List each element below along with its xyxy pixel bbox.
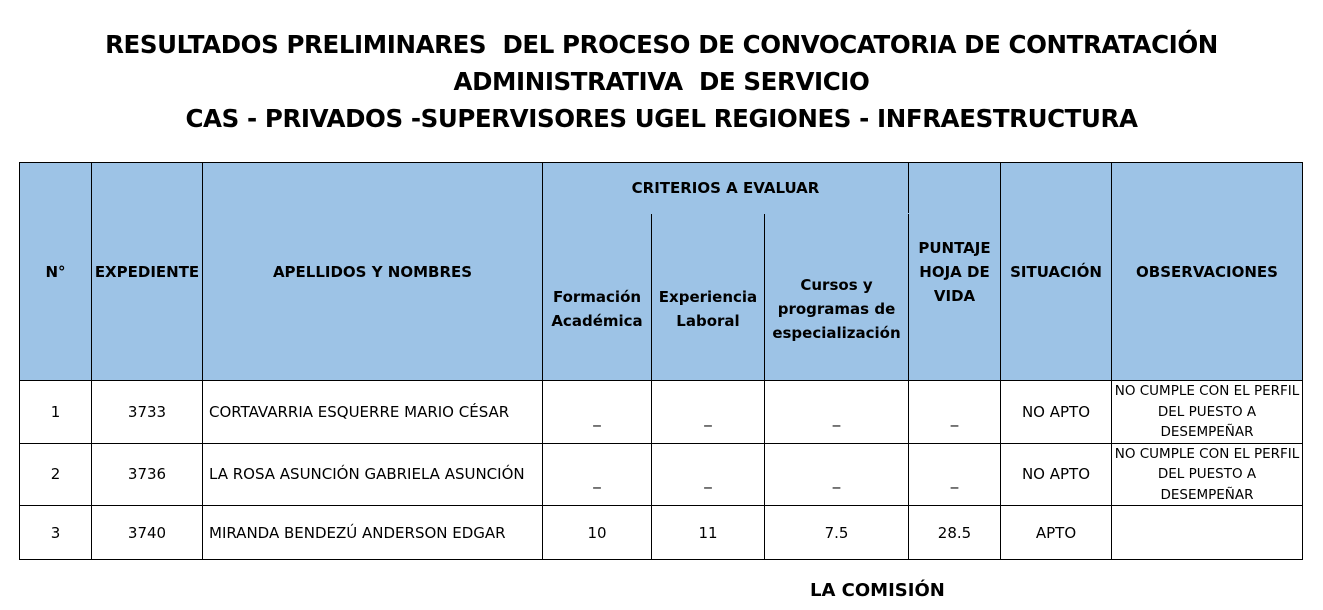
cell-formacion — [543, 381, 652, 444]
cell-experiencia-value: _ — [704, 408, 712, 427]
header-puntaje: PUNTAJE HOJA DE VIDA — [909, 163, 1001, 381]
cell-situacion: NO APTO — [1001, 381, 1112, 444]
cell-experiencia — [652, 381, 765, 444]
results-table — [19, 162, 1303, 560]
cell-cursos — [765, 443, 909, 506]
table-row — [20, 381, 1303, 444]
cell-puntaje — [909, 381, 1001, 444]
cell-experiencia-value: _ — [704, 471, 712, 490]
cell-puntaje — [909, 443, 1001, 506]
header-expediente: EXPEDIENTE — [92, 163, 203, 381]
cell-formacion-value: _ — [593, 471, 601, 490]
cell-num: 1 — [20, 381, 92, 444]
cell-observaciones: NO CUMPLE CON EL PERFIL DEL PUESTO A DESEMPEÑAR — [1112, 443, 1303, 506]
table-header — [20, 163, 1303, 381]
cell-cursos: 7.5 — [765, 506, 909, 560]
cell-puntaje-value: _ — [950, 408, 959, 427]
table-row — [20, 506, 1303, 560]
cell-expediente: 3736 — [92, 443, 203, 506]
cell-num: 2 — [20, 443, 92, 506]
cell-situacion: APTO — [1001, 506, 1112, 560]
header-num: N° — [20, 163, 92, 381]
cell-formacion: 10 — [543, 506, 652, 560]
header-formacion: Formación Académica — [543, 214, 652, 381]
header-observaciones: OBSERVACIONES — [1112, 163, 1303, 381]
cell-puntaje-value: _ — [950, 471, 959, 490]
cell-formacion — [543, 443, 652, 506]
document-title — [0, 26, 1323, 137]
cell-num: 3 — [20, 506, 92, 560]
cell-observaciones: NO CUMPLE CON EL PERFIL DEL PUESTO A DESEMPEÑAR — [1112, 381, 1303, 444]
cell-cursos-value: _ — [832, 408, 841, 427]
cell-expediente: 3740 — [92, 506, 203, 560]
cell-nombre: CORTAVARRIA ESQUERRE MARIO CÉSAR — [203, 381, 543, 444]
table-row — [20, 443, 1303, 506]
cell-experiencia — [652, 443, 765, 506]
cell-observaciones — [1112, 506, 1303, 560]
header-experiencia: Experiencia Laboral — [652, 214, 765, 381]
cell-situacion: NO APTO — [1001, 443, 1112, 506]
header-cursos: Cursos y programas de especialización — [765, 214, 909, 381]
cell-experiencia: 11 — [652, 506, 765, 560]
commission-signature-label: LA COMISIÓN — [810, 580, 945, 601]
title-line-1: RESULTADOS PRELIMINARES DEL PROCESO DE CONVOCATORIA DE CONTRATACIÓN — [105, 30, 1218, 59]
title-line-3: CAS - PRIVADOS -SUPERVISORES UGEL REGIONES - INFRAESTRUCTURA — [185, 104, 1138, 133]
header-criterios: CRITERIOS A EVALUAR — [543, 163, 909, 214]
table-body — [20, 381, 1303, 560]
cell-nombre: MIRANDA BENDEZÚ ANDERSON EDGAR — [203, 506, 543, 560]
cell-cursos — [765, 381, 909, 444]
cell-cursos-value: _ — [832, 471, 841, 490]
title-line-2: ADMINISTRATIVA DE SERVICIO — [453, 67, 870, 96]
cell-expediente: 3733 — [92, 381, 203, 444]
header-situacion: SITUACIÓN — [1001, 163, 1112, 381]
cell-puntaje: 28.5 — [909, 506, 1001, 560]
header-nombres: APELLIDOS Y NOMBRES — [203, 163, 543, 381]
cell-nombre: LA ROSA ASUNCIÓN GABRIELA ASUNCIÓN — [203, 443, 543, 506]
cell-formacion-value: _ — [593, 408, 601, 427]
